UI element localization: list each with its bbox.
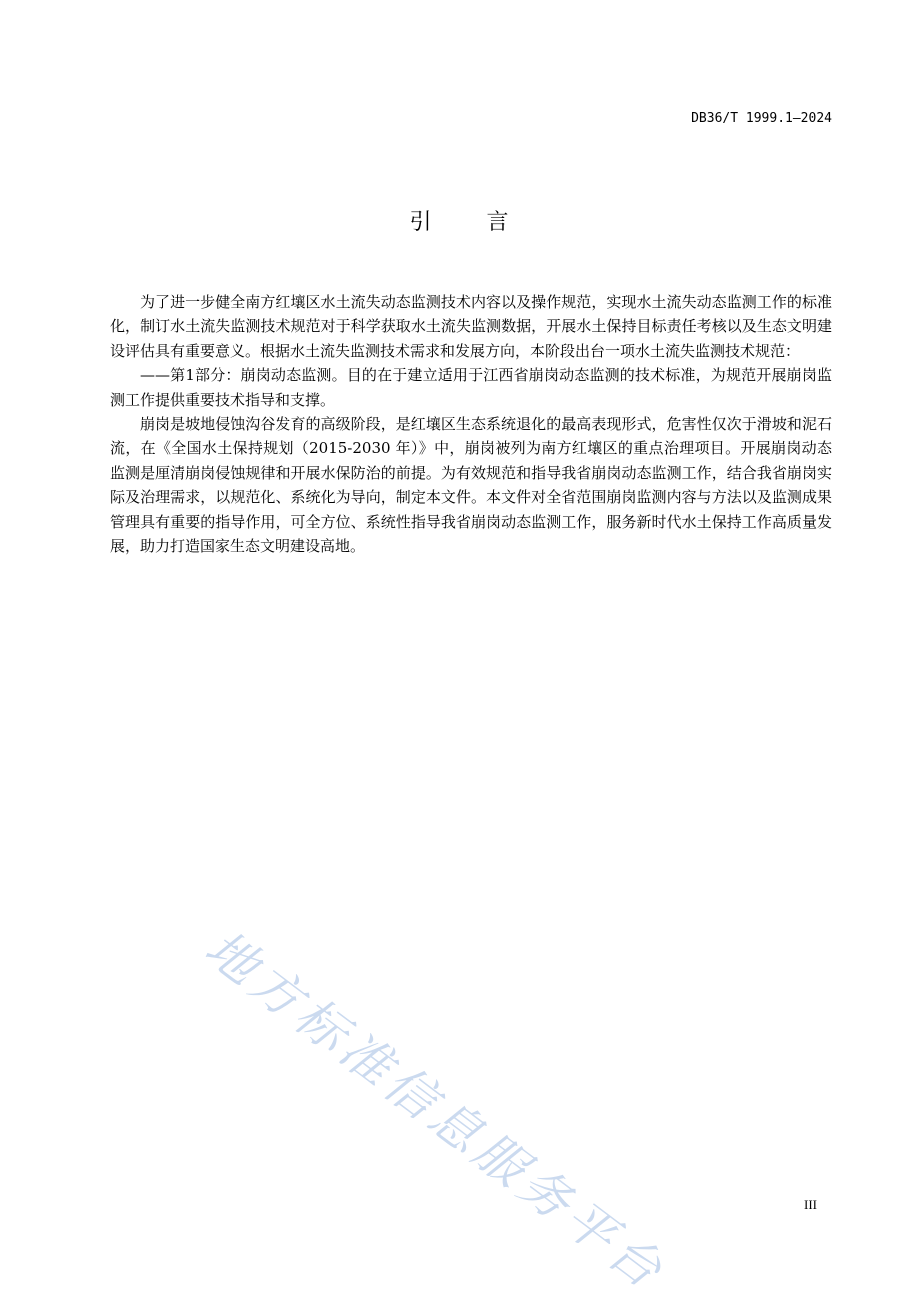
document-number: DB36/T 1999.1—2024 bbox=[691, 111, 832, 126]
page-title: 引 言 bbox=[409, 210, 511, 235]
paragraph-2: ——第1部分：崩岗动态监测。目的在于建立适用于江西省崩岗动态监测的技术标准，为规范开展崩岗监测工作提供重要技术指导和支撑。 bbox=[110, 366, 832, 409]
paragraph-1: 为了进一步健全南方红壤区水土流失动态监测技术内容以及操作规范，实现水土流失动态监测工作的标准化，制订水土流失监测技术规范对于科学获取水土流失监测数据，开展水土保持目标责任考核以及生态文明建设评估具有重要意义。根据水土流失监测技术需求和发展方向，本阶段出台一项水土流失监测技术规范： bbox=[110, 293, 832, 360]
page-number: III bbox=[804, 1197, 817, 1212]
watermark: 地方标准信息服务平台 bbox=[194, 918, 677, 1303]
paragraph-3: 崩岗是坡地侵蚀沟谷发育的高级阶段，是红壤区生态系统退化的最高表现形式，危害性仅次于滑坡和泥石流，在《全国水土保持规划（2015-2030 年）》中，崩岗被列为南方红壤区的重点治理项目。开展崩岗动态监测是厘清崩岗侵蚀规律和开展水保防治的前提。为有效规范和指导我省崩岗动态监测工作，结合我省崩岗实际及治理需求，以规范化、系统化为导向，制定本文件。本文件对全省范围崩岗监测内容与方法以及监测成果管理具有重要的指导作用，可全方位、系统性指导我省崩岗动态监测工作，服务新时代水土保持工作高质量发展，助力打造国家生态文明建设高地。 bbox=[110, 415, 832, 556]
body-text bbox=[110, 290, 832, 558]
